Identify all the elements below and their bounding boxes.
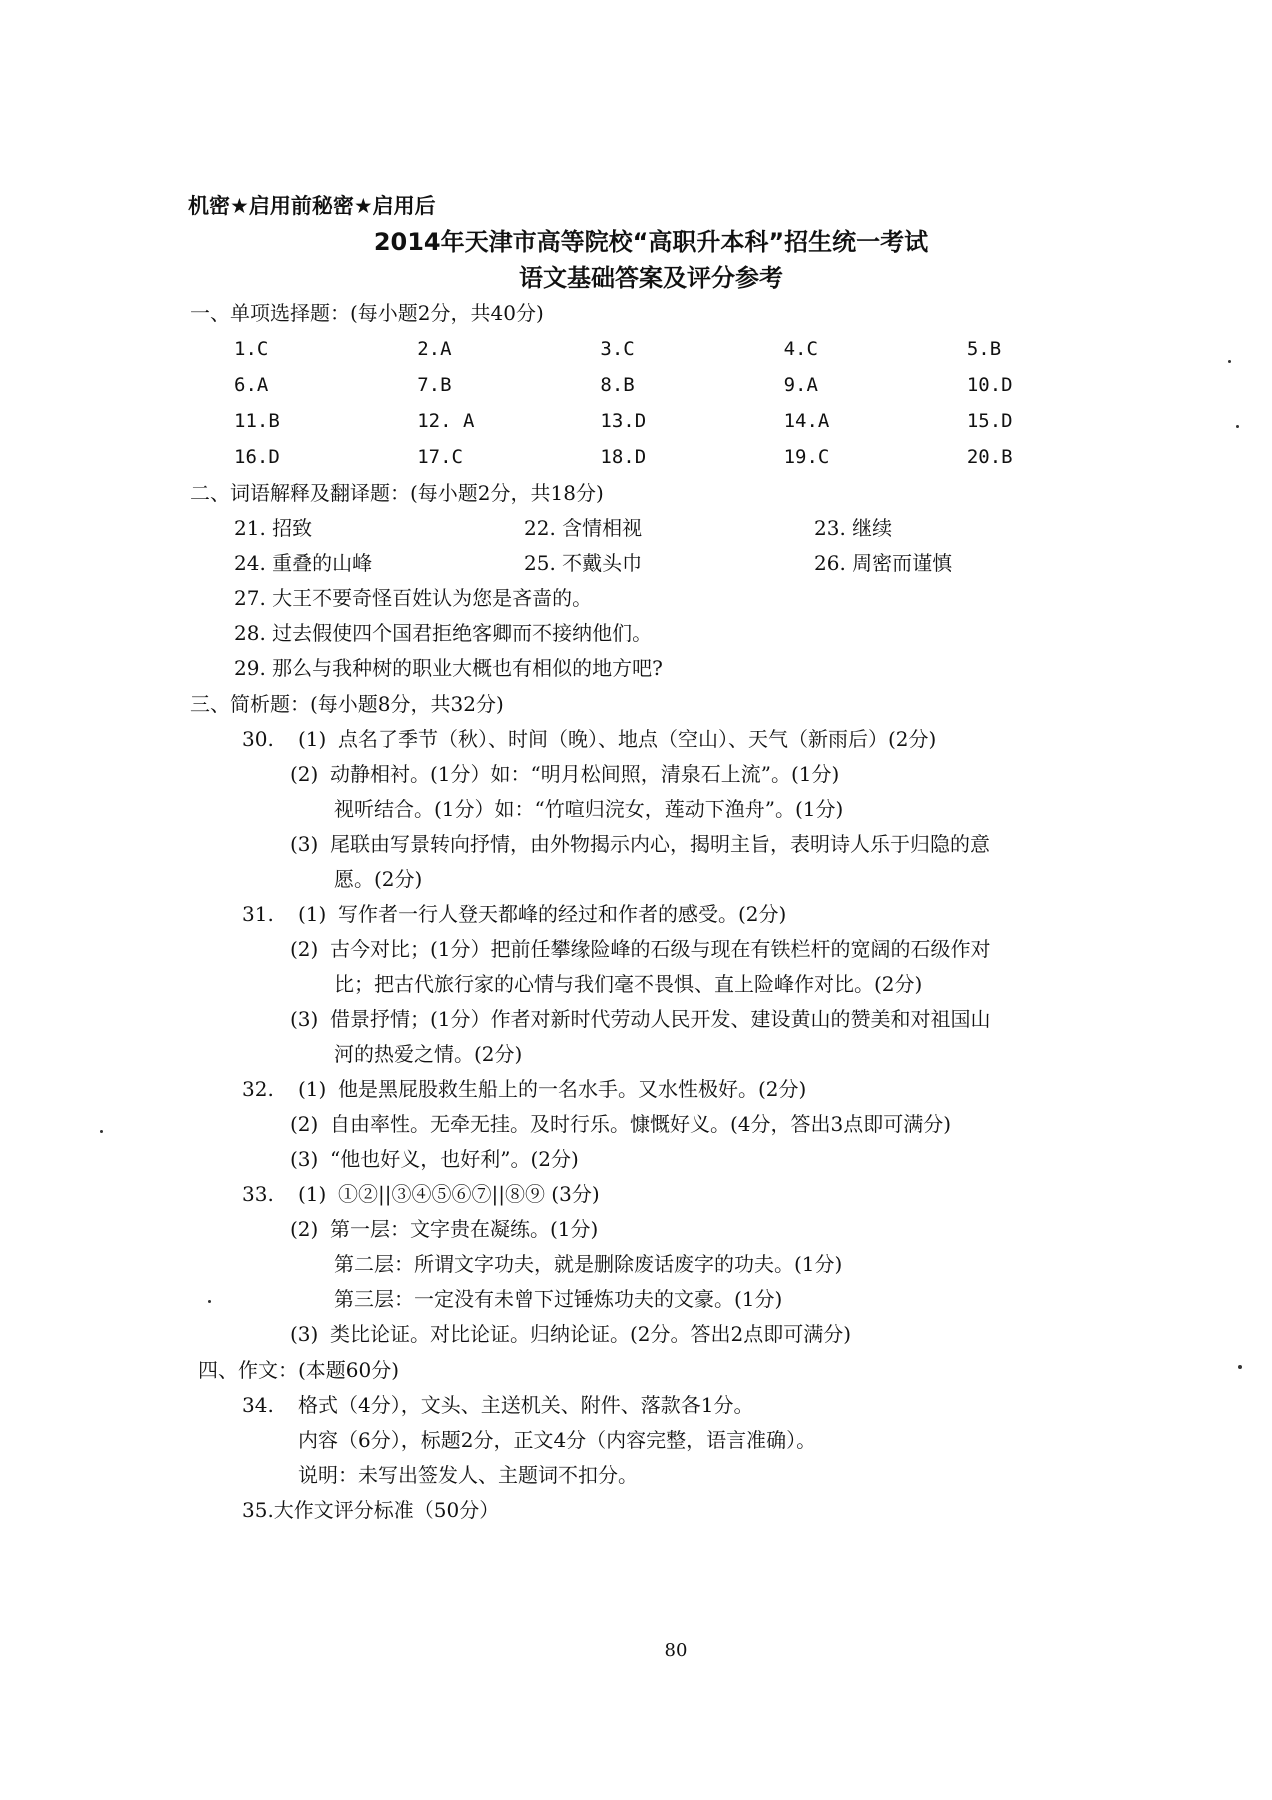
question-number: 30. [242, 727, 274, 751]
part-label: (1) [298, 902, 327, 926]
translation-answer: 27. 大王不要奇怪百姓认为您是吝啬的。 [234, 586, 593, 610]
q32-part3 [290, 1142, 1150, 1177]
answer-text: 类比论证。对比论证。归纳论证。(2分。答出2点即可满分) [330, 1322, 852, 1346]
part-label: (3) [290, 832, 319, 856]
vocab-answer: 23. 继续 [814, 516, 893, 540]
answer-text: 动静相衬。(1分）如：“明月松间照，清泉石上流”。(1分) [330, 762, 840, 786]
mc-answer: 17.C [417, 446, 463, 468]
answer-text: 古今对比；(1分）把前任攀缘险峰的石级与现在有铁栏杆的宽阔的石级作对 [330, 937, 991, 961]
q30-part2 [290, 757, 1150, 792]
mc-answer: 7.B [417, 374, 452, 396]
answer-text: 视听结合。(1分）如：“竹喧归浣女，莲动下渔舟”。(1分) [334, 797, 844, 821]
scan-speck [1236, 425, 1239, 428]
mc-answer: 13.D [600, 410, 647, 432]
exam-subtitle: 语文基础答案及评分参考 [519, 264, 783, 292]
q33-part2 [290, 1212, 1150, 1247]
vocab-answer: 21. 招致 [234, 516, 313, 540]
mc-row [234, 439, 1150, 475]
mc-answer: 15.D [966, 410, 1013, 432]
vocab-row [234, 511, 1150, 546]
answer-text: 他是黑屁股救生船上的一名水手。又水性极好。(2分) [338, 1077, 807, 1101]
answer-text: 格式（4分），文头、主送机关、附件、落款各1分。 [298, 1393, 754, 1417]
mc-answer: 4.C [783, 338, 818, 360]
part-label: (1) [298, 727, 327, 751]
exam-title: 2014年天津市高等院校“高职升本科”招生统一考试 [373, 228, 929, 256]
section2-heading: 二、词语解释及翻译题：(每小题2分，共18分) [190, 481, 604, 505]
answer-text: 第三层：一定没有未曾下过锤炼功夫的文豪。(1分) [334, 1287, 783, 1311]
mc-answer: 2.A [417, 338, 452, 360]
q31-part1 [242, 897, 1150, 932]
answer-text: 说明：未写出签发人、主题词不扣分。 [298, 1463, 638, 1487]
mc-answer: 8.B [600, 374, 635, 396]
part-label: (2) [290, 937, 319, 961]
q30-part1 [242, 722, 1150, 757]
classification-label: 机密★启用前秘密★启用后 [188, 194, 436, 218]
question-number: 34. [242, 1393, 274, 1417]
answer-text: 第二层：所谓文字功夫，就是删除废话废字的功夫。(1分) [334, 1252, 843, 1276]
vocab-answer: 22. 含情相视 [524, 516, 643, 540]
mc-answer: 9.A [783, 374, 818, 396]
answer-text: 第一层：文字贵在凝练。(1分) [330, 1217, 599, 1241]
question-number: 31. [242, 902, 274, 926]
q30-part3 [290, 827, 1150, 862]
vocab-answer: 25. 不戴头巾 [524, 551, 643, 575]
translation-answer: 28. 过去假使四个国君拒绝客卿而不接纳他们。 [234, 621, 653, 645]
answer-text: 河的热爱之情。(2分) [334, 1042, 523, 1066]
scan-speck [1228, 360, 1231, 363]
answer-content [190, 295, 1150, 1528]
part-label: (3) [290, 1322, 319, 1346]
part-label: (2) [290, 762, 319, 786]
scan-speck [208, 1300, 211, 1303]
mc-row [234, 331, 1150, 367]
part-label: (3) [290, 1147, 319, 1171]
part-label: (2) [290, 1112, 319, 1136]
section3-heading: 三、简析题：(每小题8分，共32分) [190, 692, 504, 716]
question-number: 32. [242, 1077, 274, 1101]
answer-text: ①②||③④⑤⑥⑦||⑧⑨ (3分) [338, 1182, 600, 1206]
part-label: (1) [298, 1077, 327, 1101]
q33-part1 [242, 1177, 1150, 1212]
vocab-answer: 26. 周密而谨慎 [814, 551, 953, 575]
answer-text: 愿。(2分) [334, 867, 423, 891]
answer-text: 内容（6分），标题2分，正文4分（内容完整，语言准确）。 [298, 1428, 817, 1452]
mc-answer: 10.D [966, 374, 1013, 396]
scan-speck [1238, 1365, 1242, 1369]
mc-answer: 3.C [600, 338, 635, 360]
answer-text: 比；把古代旅行家的心情与我们毫不畏惧、直上险峰作对比。(2分) [334, 972, 923, 996]
answer-text: 借景抒情；(1分）作者对新时代劳动人民开发、建设黄山的赞美和对祖国山 [330, 1007, 991, 1031]
answer-text: 自由率性。无牵无挂。及时行乐。慷慨好义。(4分，答出3点即可满分) [330, 1112, 952, 1136]
mc-answer: 6.A [234, 374, 269, 396]
mc-answer: 14.A [783, 410, 830, 432]
mc-answer: 16.D [234, 446, 280, 468]
q35-line: 35.大作文评分标准（50分） [242, 1498, 500, 1522]
part-label: (2) [290, 1217, 319, 1241]
answer-text: 写作者一行人登天都峰的经过和作者的感受。(2分) [338, 902, 787, 926]
mc-answer: 12. A [417, 410, 475, 432]
vocab-row [234, 546, 1150, 581]
q32-part1 [242, 1072, 1150, 1107]
mc-answer: 19.C [783, 446, 830, 468]
part-label: (3) [290, 1007, 319, 1031]
q34-line1 [242, 1388, 1150, 1423]
vocab-answer: 24. 重叠的山峰 [234, 551, 373, 575]
mc-row [234, 403, 1150, 439]
part-label: (1) [298, 1182, 327, 1206]
mc-answer: 18.D [600, 446, 647, 468]
answer-text: 尾联由写景转向抒情，由外物揭示内心，揭明主旨，表明诗人乐于归隐的意 [330, 832, 990, 856]
mc-row [234, 367, 1150, 403]
question-number: 33. [242, 1182, 274, 1206]
translation-answer: 29. 那么与我种树的职业大概也有相似的地方吧? [234, 656, 663, 680]
q33-part3 [290, 1317, 1150, 1352]
mc-answer: 11.B [234, 410, 280, 432]
mc-answer: 5.B [966, 338, 1002, 360]
page-number: 80 [664, 1640, 688, 1661]
mc-answer: 1.C [234, 338, 269, 360]
answer-text: “他也好义，也好利”。(2分) [330, 1147, 579, 1171]
mc-answer: 20.B [966, 446, 1013, 468]
answer-text: 点名了季节（秋）、时间（晚）、地点（空山）、天气（新雨后）(2分) [338, 727, 937, 751]
q31-part2 [290, 932, 1150, 967]
q32-part2 [290, 1107, 1150, 1142]
section4-heading: 四、作文：(本题60分) [198, 1358, 400, 1382]
section1-heading: 一、单项选择题：(每小题2分，共40分) [190, 301, 544, 325]
q31-part3 [290, 1002, 1150, 1037]
scan-speck [100, 1130, 103, 1133]
multiple-choice-answers [234, 331, 1150, 475]
